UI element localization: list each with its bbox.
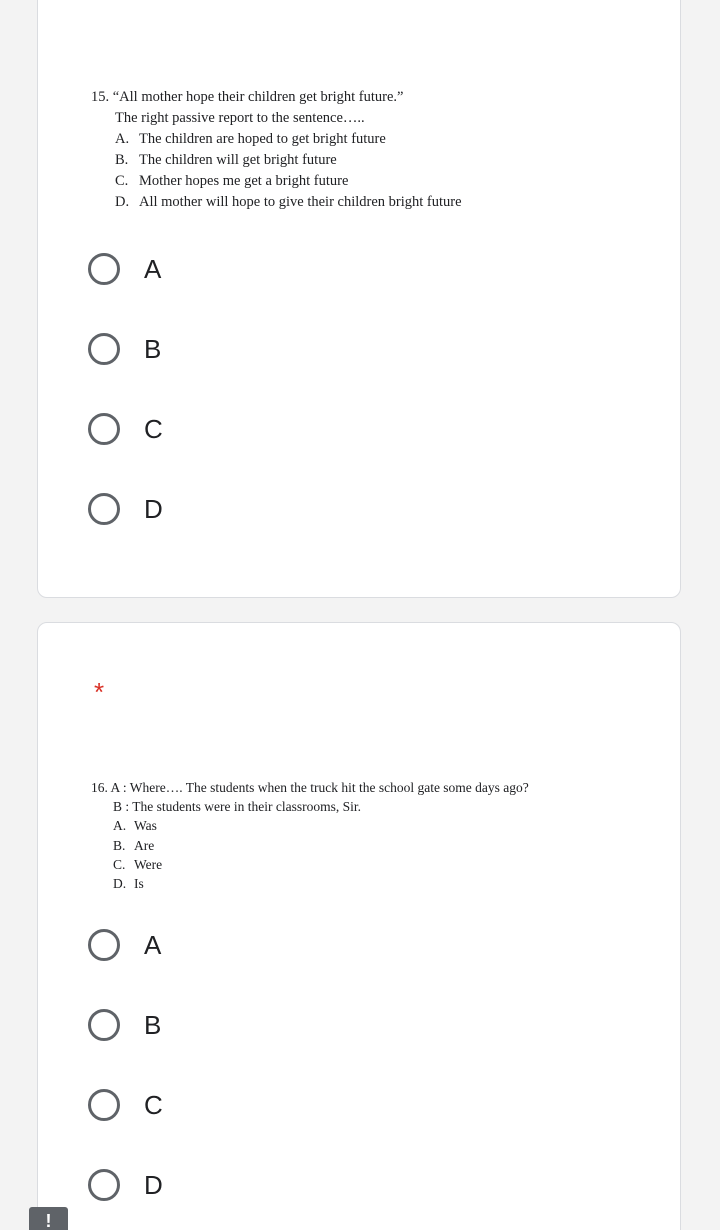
option-letter: A.: [115, 131, 130, 147]
question-option-c: [91, 855, 661, 874]
option-text: Mother hopes me get a bright future: [139, 173, 349, 189]
question-subtitle: B : The students were in their classrooms, Sir.: [113, 799, 361, 815]
option-text: Was: [134, 818, 157, 834]
radio-choice-a[interactable]: [88, 925, 161, 965]
option-letter: B.: [115, 152, 129, 168]
question-option-b: [91, 836, 661, 855]
choice-label: C: [144, 1089, 163, 1120]
option-text: The children will get bright future: [139, 152, 337, 168]
question-option-a: [91, 816, 661, 835]
question-option-c: [91, 171, 661, 192]
radio-circle-icon[interactable]: [88, 1169, 120, 1201]
question-card-15: [37, 0, 681, 598]
option-letter: C.: [115, 173, 129, 189]
question-option-d: [91, 874, 661, 893]
option-letter: B.: [113, 837, 126, 853]
radio-circle-icon[interactable]: [88, 929, 120, 961]
radio-choice-c[interactable]: [88, 409, 163, 449]
option-letter: A.: [113, 818, 127, 834]
radio-choice-c[interactable]: [88, 1085, 163, 1125]
question-title: 15. “All mother hope their children get bright future.”: [91, 89, 404, 105]
question-option-b: [91, 150, 661, 171]
choice-label: A: [144, 929, 162, 960]
radio-circle-icon[interactable]: [88, 413, 120, 445]
choice-label: B: [144, 1009, 162, 1040]
radio-circle-icon[interactable]: [88, 1009, 120, 1041]
question-title: 16. A : Where…. The students when the truck hit the school gate some days ago?: [91, 780, 529, 795]
question-image-text: [91, 87, 661, 213]
choice-label: D: [144, 493, 163, 524]
radio-circle-icon[interactable]: [88, 493, 120, 525]
question-option-a: [91, 129, 661, 150]
radio-circle-icon[interactable]: [88, 333, 120, 365]
radio-circle-icon[interactable]: [88, 253, 120, 285]
question-image-text: [91, 778, 661, 893]
required-asterisk: *: [94, 677, 105, 707]
choice-label: A: [144, 253, 162, 284]
question-subtitle: The right passive report to the sentence…..: [115, 110, 365, 126]
option-text: Is: [134, 876, 144, 892]
option-letter: D.: [113, 876, 127, 892]
report-feedback-button[interactable]: !: [29, 1207, 68, 1230]
radio-choice-d[interactable]: [88, 489, 163, 529]
choice-label: C: [144, 413, 163, 444]
question-option-d: [91, 192, 661, 213]
choice-label: B: [144, 333, 162, 364]
radio-choice-a[interactable]: [88, 249, 161, 289]
option-letter: C.: [113, 856, 126, 872]
question-card-16: [37, 622, 681, 1230]
radio-choice-b[interactable]: [88, 1005, 161, 1045]
radio-circle-icon[interactable]: [88, 1089, 120, 1121]
radio-choice-b[interactable]: [88, 329, 161, 369]
radio-choice-d[interactable]: [88, 1165, 163, 1205]
option-text: Are: [134, 837, 155, 853]
option-text: The children are hoped to get bright future: [139, 131, 386, 147]
option-letter: D.: [115, 194, 130, 210]
option-text: Were: [134, 856, 163, 872]
option-text: All mother will hope to give their children bright future: [139, 194, 462, 210]
choice-label: D: [144, 1169, 163, 1200]
